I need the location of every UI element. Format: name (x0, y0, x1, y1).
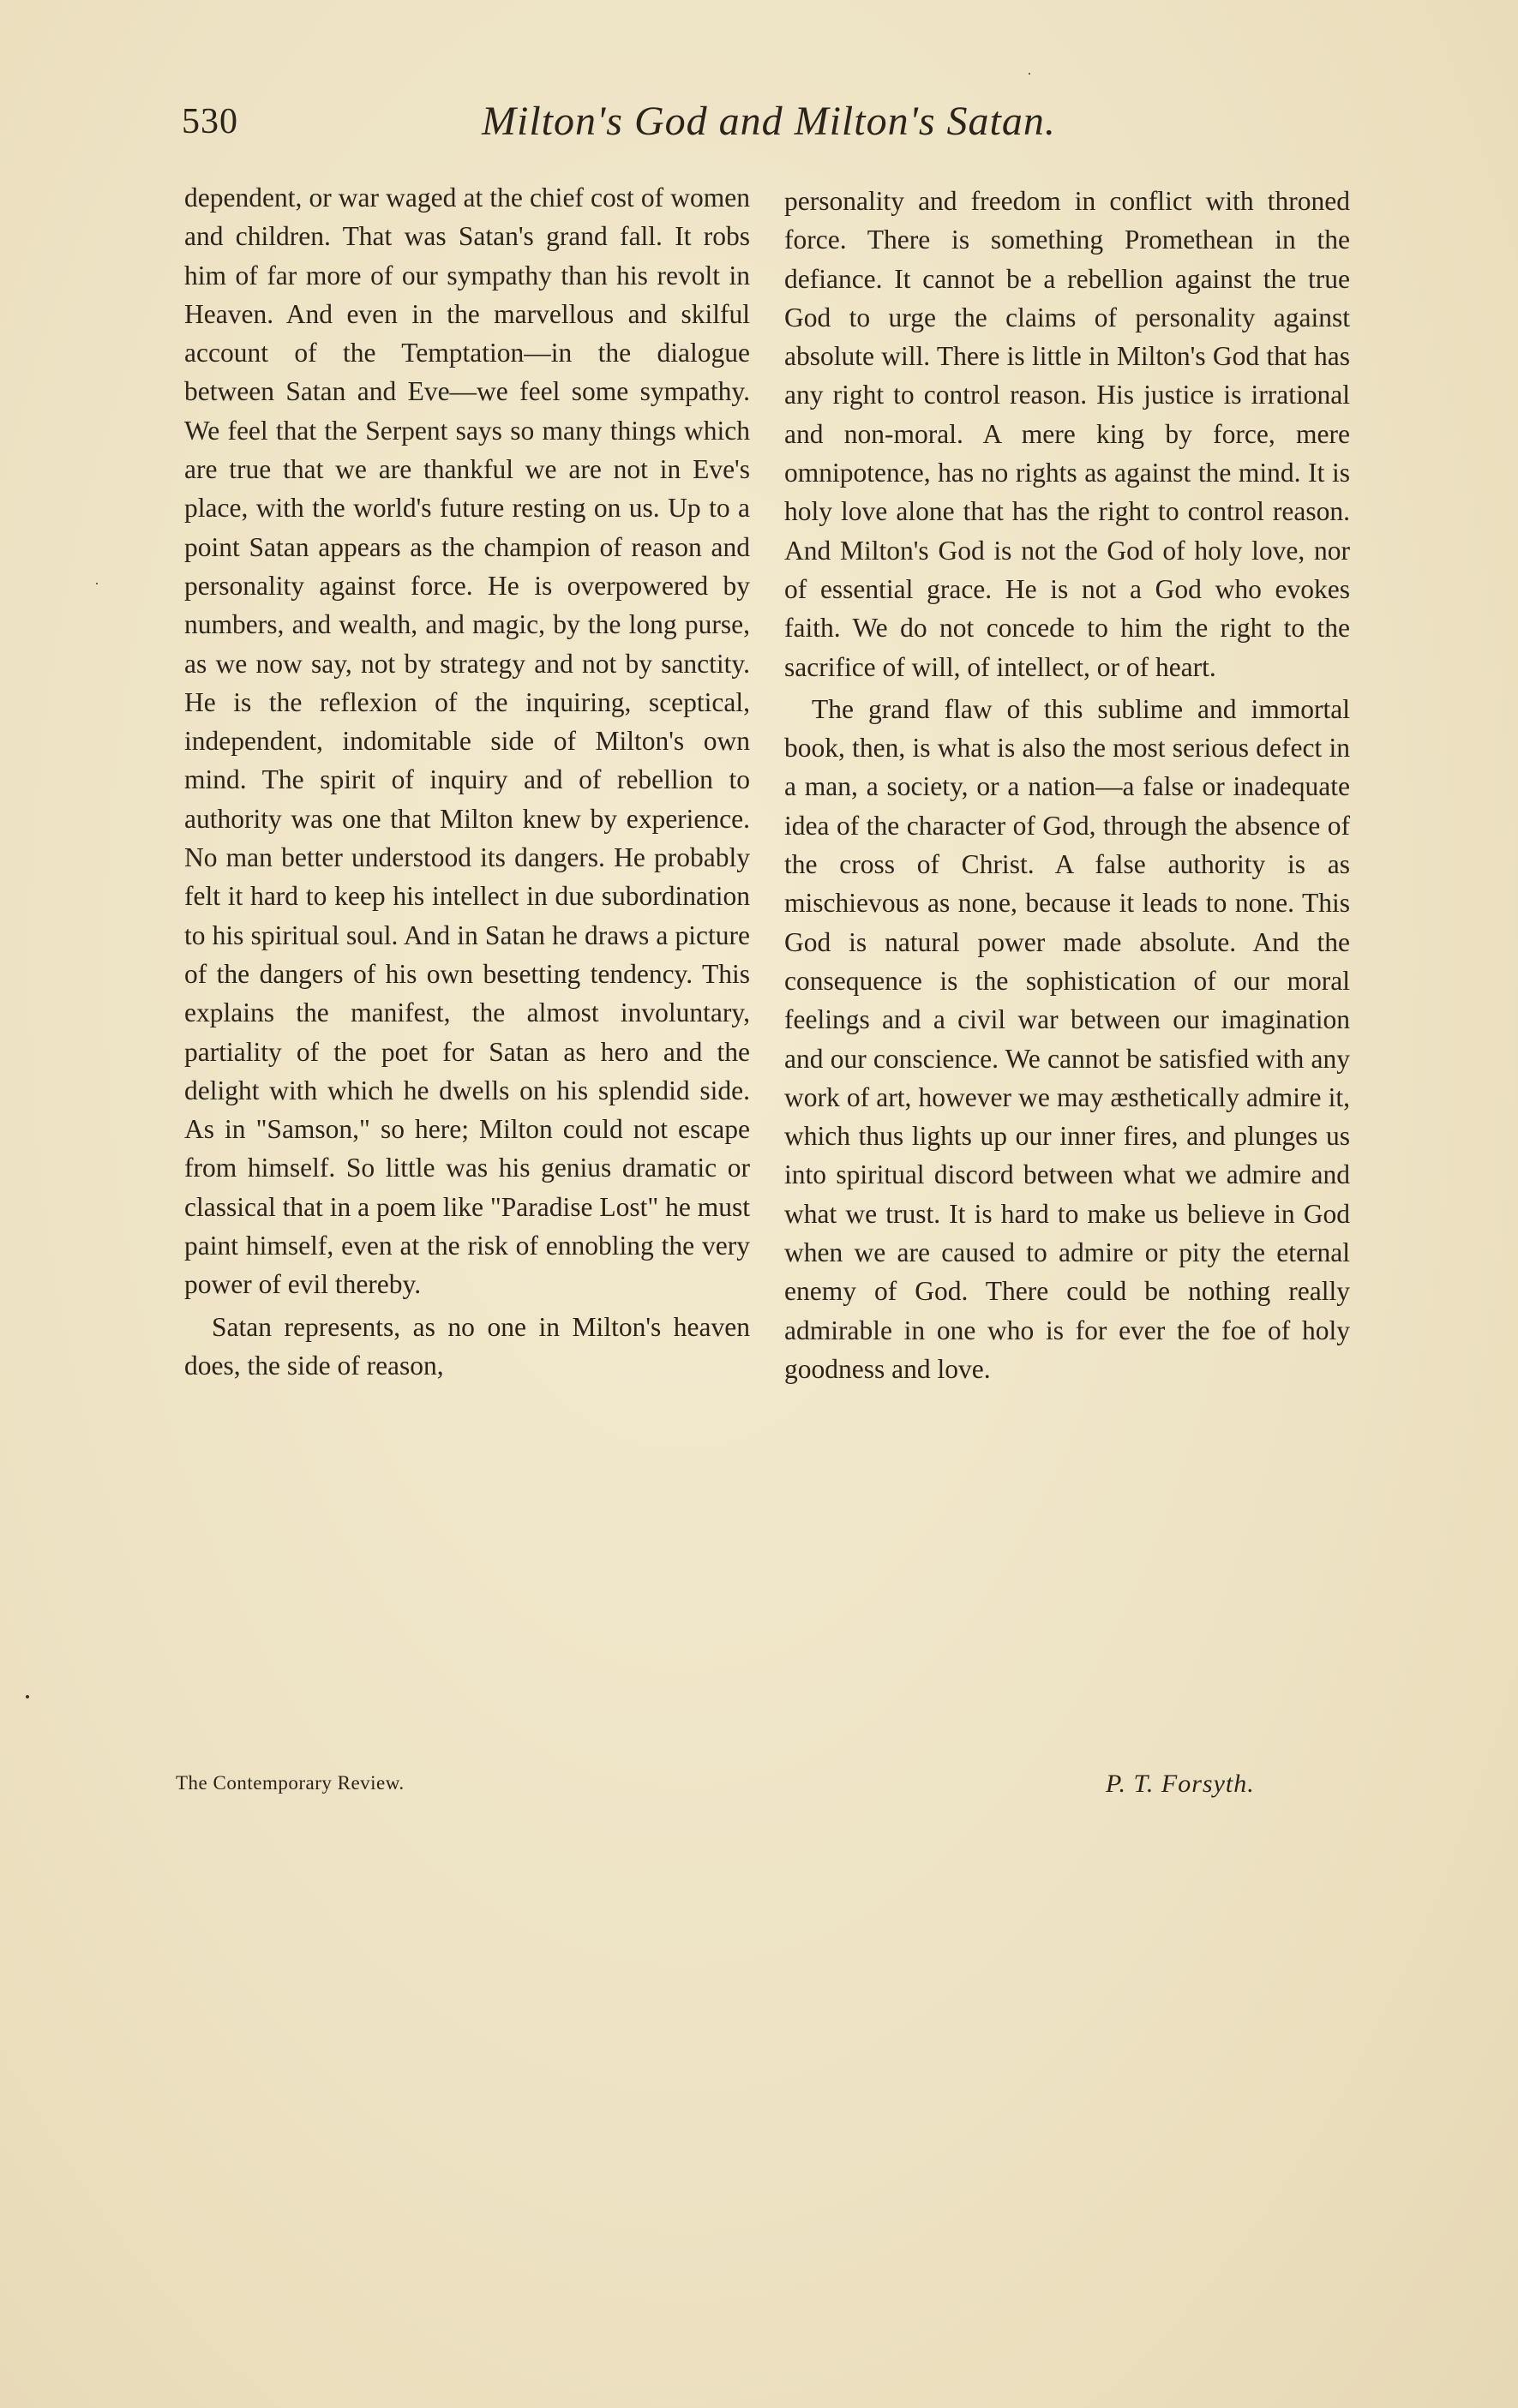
paper-speck (26, 1695, 29, 1698)
paper-speck (1029, 73, 1030, 75)
page-header (182, 101, 1322, 161)
source-citation: The Contemporary Review. (176, 1772, 405, 1794)
right-paragraph-2: The grand flaw of this sublime and immortal book, then, is what is also the most serious defect in a man, a society, or a nation—a false or inadequate idea of the character of God, through the absence of the cross of Christ. A false authority is as mischievous as none, because it leads to none. This God is natural power made absolute. And the consequence is the sophistication of our moral feelings and a civil war between our imagination and our conscience. We cannot be satisfied with any work of art, however we may æsthetically admire it, which thus lights up our inner fires, and plunges us into spiritual discord between what we admire and what we trust. It is hard to make us believe in God when we are caused to admire or pity the eternal enemy of God. There could be nothing really admirable in one who is for ever the foe of holy goodness and love. (784, 693, 1350, 1384)
running-title: Milton's God and Milton's Satan. (482, 99, 1056, 144)
author-signature: P. T. Forsyth. (1106, 1770, 1255, 1798)
left-paragraph-2: Satan represents, as no one in Milton's heaven does, the side of reason, (184, 1311, 750, 1381)
left-column (184, 178, 750, 1385)
right-paragraph-1: personality and freedom in conflict with throned force. There is something Promethean in the defiance. It cannot be a rebellion against the true God to urge the claims of personality against absolute will. There is little in Milton's God that has any right to control reason. His justice is irrational and non-moral. A mere king by force, mere omnipotence, has no rights as against the mind. It is holy love alone that has the right to control reason. And Milton's God is not the God of holy love, nor of essential grace. He is not a God who evokes faith. We do not concede to him the right to the sacrifice of will, of intellect, or of heart. (784, 186, 1350, 682)
right-column (784, 182, 1350, 1388)
left-paragraph-1: dependent, or war waged at the chief cost of women and children. That was Satan's grand fall. It robs him of far more of our sympathy than his revolt in Heaven. And even in the marvellous and skilful account of the Temptation—in the dialogue between Satan and Eve—we feel some sympathy. We feel that the Serpent says so many things which are true that we are thankful we are not in Eve's place, with the world's future resting on us. Up to a point Satan appears as the champion of reason and personality against force. He is overpowered by numbers, and wealth, and magic, by the long purse, as we now say, not by strategy and not by sanctity. He is the reflexion of the inquiring, sceptical, independent, indomitable side of Milton's own mind. The spirit of inquiry and of rebellion to authority was one that Milton knew by experience. No man better understood its dangers. He probably felt it hard to keep his intellect in due subordination to his spiritual soul. And in Satan he draws a picture of the dangers of his own besetting tendency. This explains the manifest, the almost involuntary, partiality of the poet for Satan as hero and the delight with which he dwells on his splendid side. As in "Samson," so here; Milton could not escape from himself. So little was his genius dramatic or classical that in a poem like "Paradise Lost" he must paint himself, even at the risk of ennobling the very power of evil thereby. (184, 183, 750, 1300)
paper-speck (96, 583, 98, 584)
page-number: 530 (182, 102, 238, 141)
